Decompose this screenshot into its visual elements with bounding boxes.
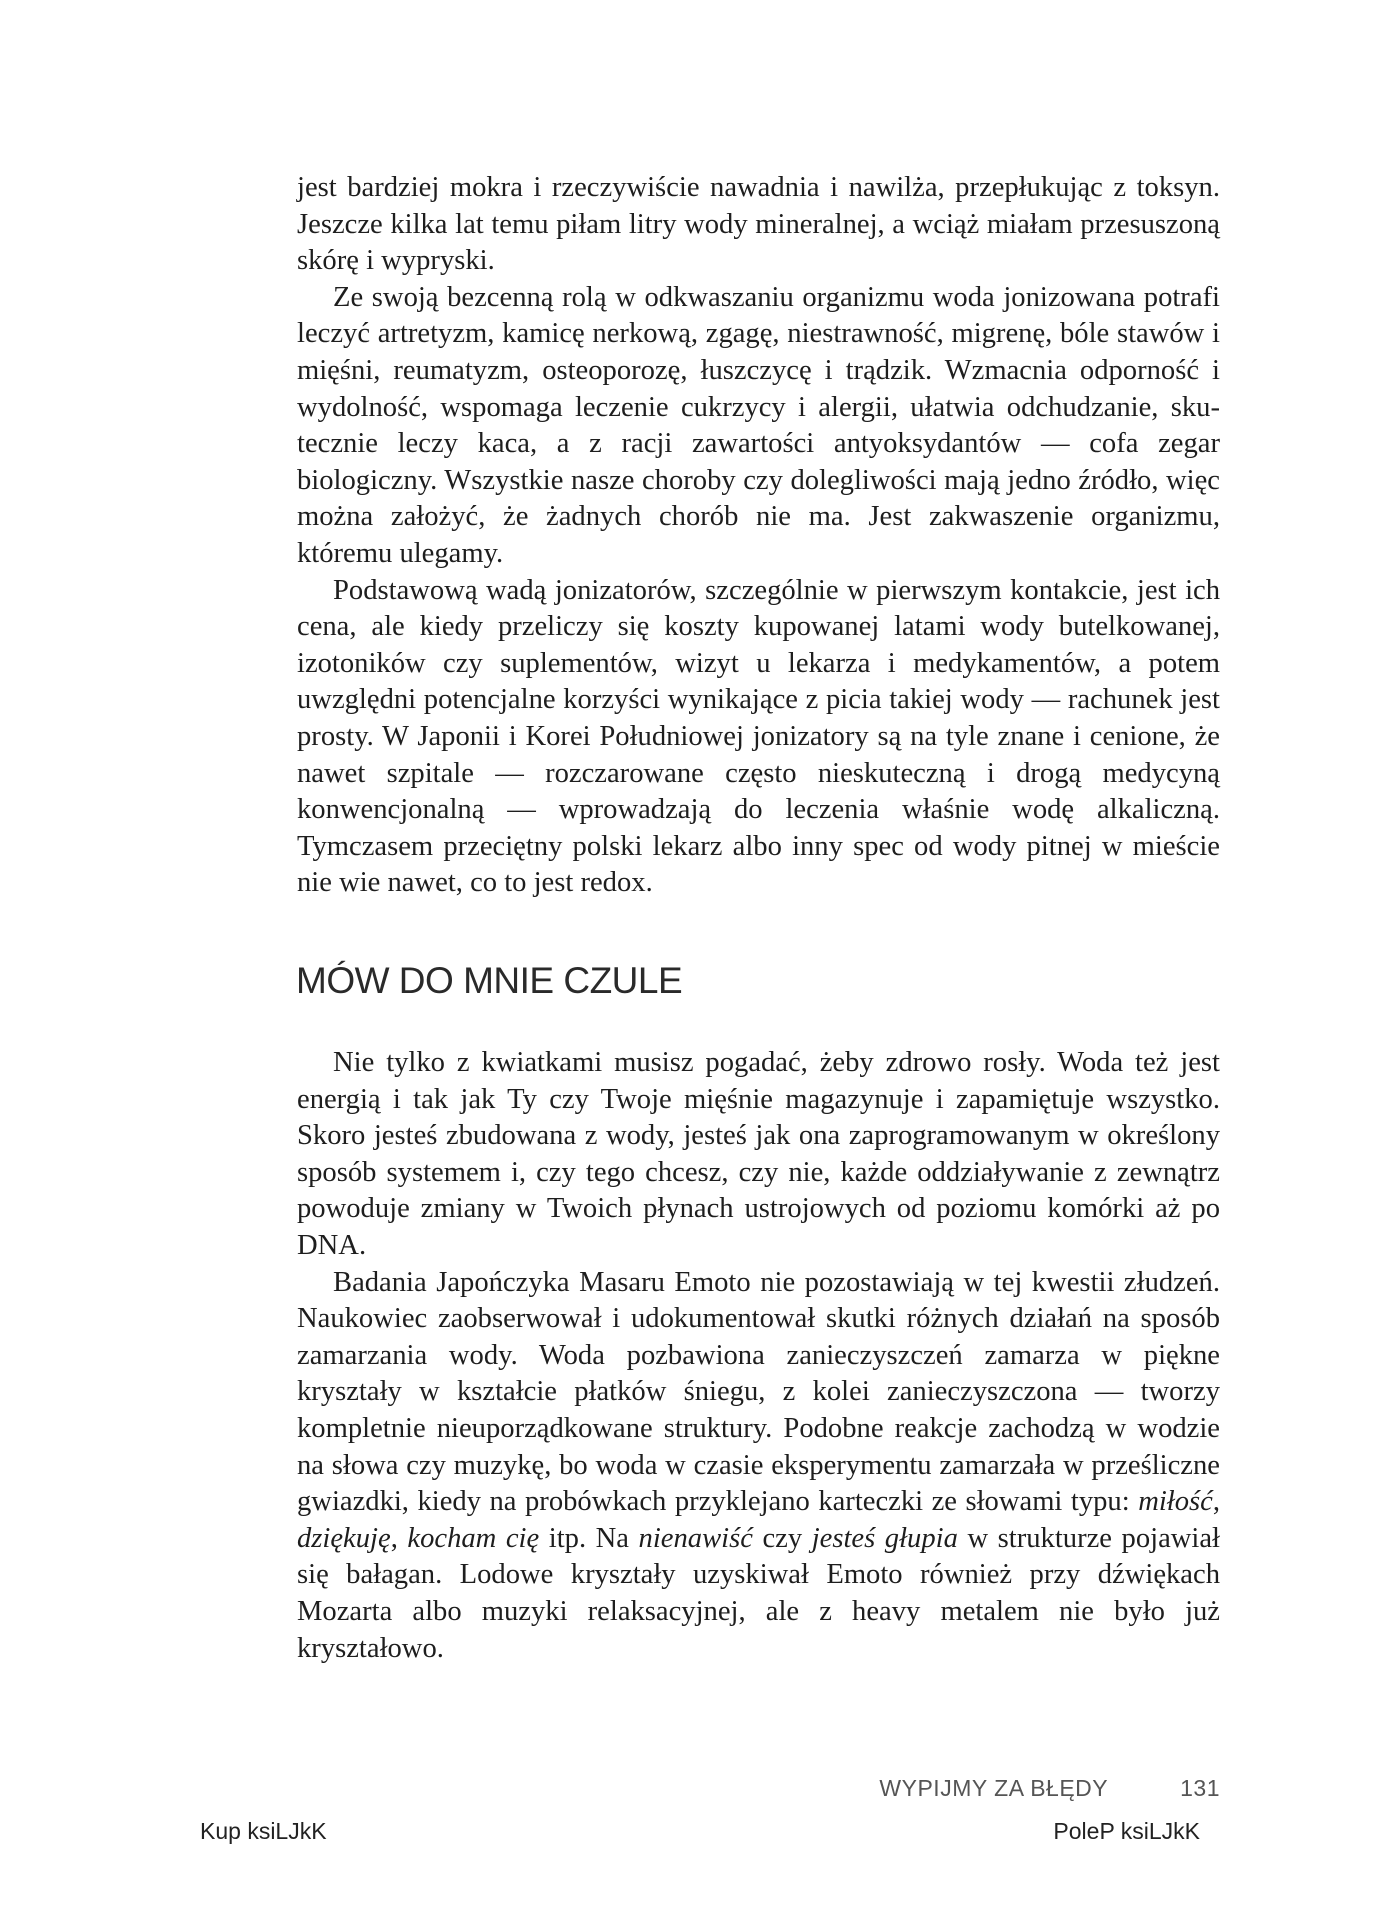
- italic-phrase: kocham cię: [407, 1522, 540, 1554]
- body-text-section-2: [297, 1045, 1220, 1667]
- body-text-section-1: [297, 170, 1220, 902]
- buy-book-link[interactable]: Kup ksiLJkK: [200, 1818, 327, 1844]
- italic-phrase: miłość: [1138, 1486, 1213, 1518]
- paragraph: Nie tylko z kwiatkami musisz pogadać, żeby zdrowo rosły. Woda też jest energią i tak jak Ty czy Twoje mięśnie magazynuje i zapamiętuje wszystko. Skoro jesteś zbudowana z wody, jesteś jak ona zaprogramowanym w określony sposób systemem i, czy tego chcesz, czy nie, każde oddziaływanie z zewnątrz powoduje zmiany w Twoich płynach ustrojowych od poziomu komórki aż po DNA.: [297, 1047, 1220, 1261]
- text-run: czy: [752, 1522, 812, 1554]
- italic-phrase: nienawiść: [638, 1522, 753, 1554]
- italic-phrase: dziękuję: [297, 1522, 391, 1554]
- text-run: ,: [1212, 1486, 1220, 1518]
- italic-phrase: jesteś głupia: [811, 1522, 958, 1554]
- paragraph-with-italics: [297, 1265, 1220, 1668]
- text-run: w strukturze pojawiał się bałagan. Lodowe kryształy uzyskiwał Emoto również przy dźwiękach Mozarta albo muzyki relaksacyjnej, ale z heavy metalem nie było już kryształowo.: [297, 1522, 1220, 1664]
- page-number: 131: [1180, 1775, 1220, 1801]
- paragraph: jest bardziej mokra i rzeczywiście nawadnia i nawilża, przepłukując z toksyn. Jeszcze kilka lat temu piłam litry wody mineralnej, a wciąż miałam przesuszoną skórę i wypryski.: [297, 172, 1220, 277]
- paragraph: Podstawową wadą jonizatorów, szczególnie w pierwszym kontakcie, jest ich cena, ale kiedy przeliczy się koszty kupowanej latami wody butelkowanej, izotoników czy suplementów, wizyt u lekarza i medykamentów, a potem uwzględni potencjalne korzyści wynikające z picia takiej wody — rachunek jest prosty. W Japonii i Korei Południowej jonizatory są na tyle znane i cenione, że nawet szpitale — rozczarowane często nieskuteczną i drogą medycyną konwencjonalną — wprowadzają do leczenia właśnie wodę alkaliczną. Tymczasem przeciętny polski lekarz albo inny spec od wody pitnej w mieście nie wie nawet, co to jest redox.: [297, 574, 1220, 899]
- text-run: Badania Japończyka Masaru Emoto nie pozostawiają w tej kwestii złudzeń. Naukowiec zaobserwował i udokumentował skutki różnych działań na sposób zamarzania wody. Woda pozbawiona zanieczyszczeń zamarza w piękne kryształy w kształcie płatków śniegu, z kolei zanieczyszczona — tworzy kompletnie nieuporządkowane struktury. Podobne reakcje zachodzą w wodzie na słowa czy muzykę, bo woda w czasie eksperymentu zamarzała w prześliczne gwiazdki, kiedy na probówkach przyklejano karteczki ze słowami typu:: [297, 1266, 1220, 1518]
- recommend-book-link[interactable]: PoleP ksiLJkK: [1053, 1818, 1200, 1844]
- paragraph: Ze swoją bezcenną rolą w odkwaszaniu organizmu woda jonizowana potrafi leczyć artretyzm, kamicę nerkową, zgagę, niestrawność, migrenę, bóle stawów i mięśni, reumatyzm, osteoporozę, łuszczycę i trądzik. Wzmacnia odporność i wydolność, wspomaga leczenie cukrzycy i alergii, ułatwia odchudzanie, skutecznie leczy kaca, a z racji zawartości antyoksydantów — cofa zegar biologiczny. Wszystkie nasze choroby czy dolegliwości mają jedno źródło, więc można założyć, że żadnych chorób nie ma. Jest zakwaszenie organizmu, któremu ulegamy.: [297, 281, 1220, 569]
- section-heading: MÓW DO MNIE CZULE: [296, 960, 683, 1001]
- text-run: itp. Na: [539, 1522, 639, 1554]
- running-title: WYPIJMY ZA BŁĘDY: [879, 1775, 1109, 1801]
- running-footer: [879, 1775, 1220, 1802]
- text-run: ,: [390, 1522, 408, 1554]
